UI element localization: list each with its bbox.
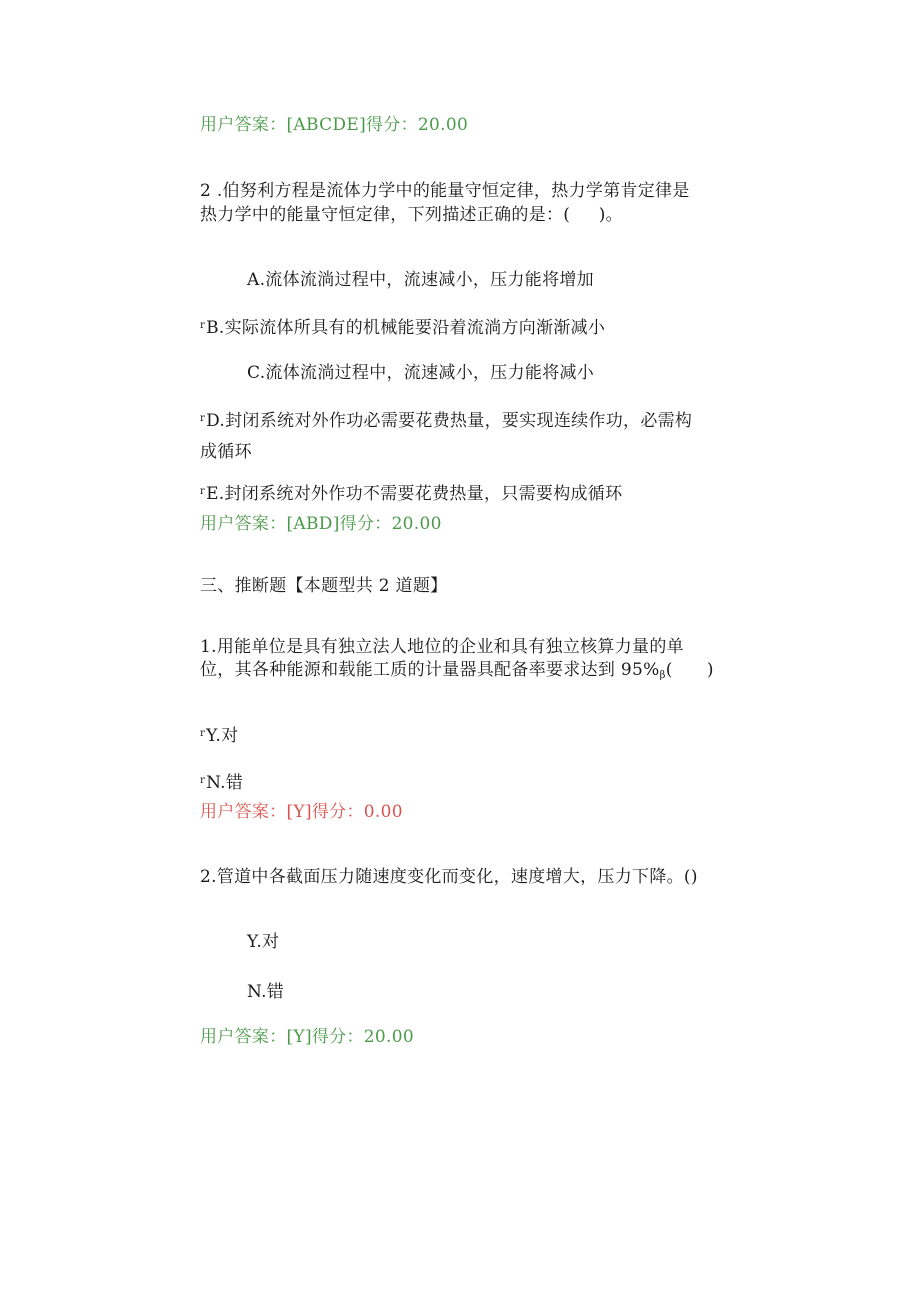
q2-option-c[interactable]: [247, 363, 594, 383]
s3-q1-stem-sub: β: [659, 670, 666, 681]
q2-option-b-label: B.实际流体所具有的机械能要沿着流淌方向渐渐减小: [206, 318, 606, 338]
s3-q1-option-y-label: Y.对: [206, 726, 239, 746]
q2-stem-line2: 热力学中的能量守恒定律，下列描述正确的是：( )。: [200, 205, 623, 225]
q2-option-e-label: E.封闭系统对外作功不需要花费热量，只需要构成循环: [206, 484, 623, 504]
section-title: 三、推断题【本题型共 2 道题】: [200, 576, 448, 596]
s3-q2-stem: 2.管道中各截面压力随速度变化而变化，速度增大，压力下降。(): [200, 867, 698, 887]
q2-option-d[interactable]: [200, 409, 692, 431]
s3-q1-stem-text: 位，其各种能源和载能工质的计量器具配备率要求达到 95%: [200, 660, 660, 680]
s3-q1-stem-line1: 1.用能单位是具有独立法人地位的企业和具有独立核算力量的单: [200, 637, 684, 657]
radio-mark-icon: r: [200, 413, 206, 424]
q2-option-a-label: A.流体流淌过程中，流速减小，压力能将增加: [247, 270, 594, 290]
q2-option-a[interactable]: [247, 270, 594, 290]
s3-q1-option-n[interactable]: [200, 771, 243, 793]
s3-q1-user-answer: 用户答案：[Y]得分：0.00: [200, 802, 403, 822]
q2-option-d-label: D.封闭系统对外作功必需要花费热量，要实现连续作功，必需构: [206, 411, 693, 431]
s3-q1-stem-line2: [200, 660, 714, 686]
radio-mark-icon: r: [200, 728, 206, 739]
q2-option-b[interactable]: [200, 316, 605, 338]
radio-mark-icon: r: [200, 775, 206, 786]
s3-q1-stem-tail: ( ): [665, 660, 714, 680]
q2-option-e[interactable]: [200, 482, 622, 504]
s3-q2-option-n-label: N.错: [247, 982, 285, 1002]
s3-q1-option-y[interactable]: [200, 724, 238, 746]
s3-q2-option-n[interactable]: [247, 982, 284, 1002]
radio-mark-icon: r: [200, 320, 206, 331]
s3-q2-user-answer: 用户答案：[Y]得分：20.00: [200, 1027, 414, 1047]
q2-option-c-label: C.流体流淌过程中，流速减小，压力能将减小: [247, 363, 595, 383]
q1-user-answer: 用户答案：[ABCDE]得分：20.00: [200, 115, 469, 135]
s3-q2-option-y[interactable]: [247, 932, 279, 952]
s3-q1-option-n-label: N.错: [206, 773, 244, 793]
q2-option-d-continued: 成循环: [200, 442, 252, 462]
radio-mark-icon: r: [200, 486, 206, 497]
s3-q2-option-y-label: Y.对: [247, 932, 280, 952]
q2-user-answer: 用户答案：[ABD]得分：20.00: [200, 514, 442, 534]
q2-stem-line1: 2 .伯努利方程是流体力学中的能量守恒定律，热力学第肯定律是: [200, 181, 690, 201]
